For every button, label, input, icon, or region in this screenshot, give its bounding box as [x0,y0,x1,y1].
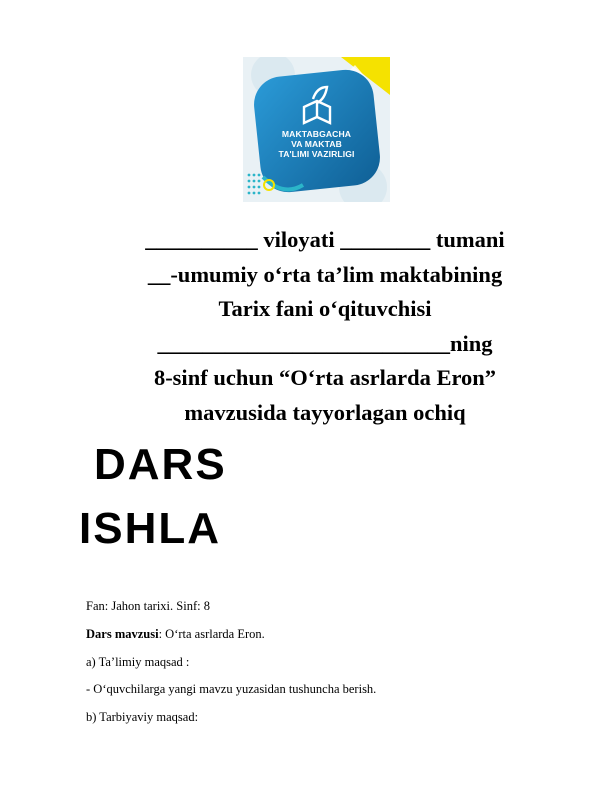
logo-text [243,129,390,159]
goal-a-heading: a) Ta’limiy maqsad : [86,655,190,669]
heading-line-6: mavzusida tayyorlagan ochiq [184,399,466,425]
subject-line: Fan: Jahon tarixi. Sinf: 8 [86,599,210,613]
cover-heading [110,223,540,430]
heading-line-2: __-umumiy o‘rta ta’lim maktabining [147,261,503,287]
heading-line-1: __________ viloyati ________ tumani [145,227,505,252]
big-title-line-1: DARS [94,440,227,489]
goal-b-heading: b) Tarbiyaviy maqsad: [86,710,199,724]
heading-line-5: 8-sinf uchun “O‘rta asrlarda Eron” [153,365,497,390]
topic-label: Dars mavzusi [86,627,159,641]
topic-line [86,627,265,642]
heading-line-3: Tarix fani o‘qituvchisi [218,296,432,321]
heading-line-4: __________________________ning [157,330,493,356]
topic-value: : O‘rta asrlarda Eron. [158,627,265,641]
ministry-logo [243,57,390,202]
logo-line-2: VA MAKTAB [291,139,342,149]
goal-a-item: - O‘quvchilarga yangi mavzu yuzasidan tushuncha berish. [86,682,377,696]
logo-line-3: TA'LIMI VAZIRLIGI [278,149,355,159]
logo-line-1: MAKTABGACHA [281,129,352,139]
big-title-line-2: ISHLA [79,504,221,553]
